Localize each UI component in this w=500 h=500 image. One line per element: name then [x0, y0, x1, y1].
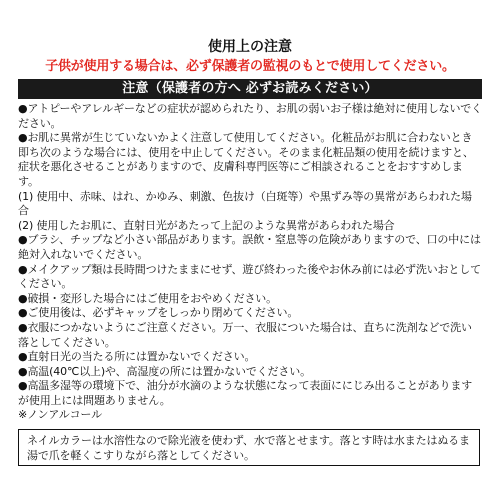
caution-paragraph: ●破損・変形した場合にはご使用をおやめください。	[18, 291, 277, 305]
caution-paragraph: ●高温多湿等の環境下で、油分が水滴のような状態になって表面ににじみ出ることがありますが使用上には問題ありません。	[18, 379, 473, 407]
caution-paragraph: ●メイクアップ類は長時間つけたままにせず、遊び終わった後やお休み前には必ず洗いおとしてください。	[18, 262, 481, 291]
caution-paragraph: (2) 使用したお肌に、直射日光があたって上記のような異常があらわれた場合	[18, 218, 395, 232]
caution-paragraph: ●衣服につかないようにご注意ください。万一、衣服についた場合は、直ちに洗剤などで洗い落としてください。	[18, 320, 472, 349]
caution-paragraph: ●アトピーやアレルギーなどの症状が認められたり、お肌の弱いお子様は絶対に使用しないでください。	[18, 102, 482, 130]
child-supervision-warning: 子供が使用する場合は、必ず保護者の監視のもとで使用してください。	[45, 59, 455, 74]
caution-paragraph: (1) 使用中、赤味、はれ、かゆみ、刺激、色抜け（白斑等）や黒ずみ等の異常があらわれた場合	[18, 189, 472, 218]
caution-paragraph: ※ノンアルコール	[18, 408, 102, 422]
notice-banner: 注意（保護者の方へ 必ずお読みください）	[18, 79, 482, 99]
caution-paragraph: ●直射日光の当たる所には置かないでください。	[18, 350, 256, 364]
caution-paragraph: ●ご使用後は、必ずキャップをしっかり閉めてください。	[18, 306, 299, 320]
caution-body	[18, 102, 482, 423]
nail-color-note: ネイルカラーは水溶性なので除光液を使わず、水で落とせます。落とす時は水またはぬるま湯で爪を軽くこすりながら落としてください。	[27, 434, 470, 462]
caution-paragraph: ●お肌に異常が生じていないかよく注意して使用してください。化粧品がお肌に合わないとき即ち次のような場合には、使用を中止してください。そのまま化粧品類の使用を続けますと、症状を悪化させることがありますので、皮膚科専門医等にご相談されることをおすすめします。	[18, 131, 474, 188]
caution-paragraph: ●ブラシ、チップなど小さい部品があります。誤飲・窒息等の危険がありますので、口の中には絶対入れないでください。	[18, 233, 481, 261]
page-title: 使用上の注意	[208, 39, 292, 55]
caution-paragraph: ●高温(40℃以上)や、高湿度の所には置かないでください。	[18, 364, 311, 378]
nail-color-note-box	[18, 429, 480, 466]
